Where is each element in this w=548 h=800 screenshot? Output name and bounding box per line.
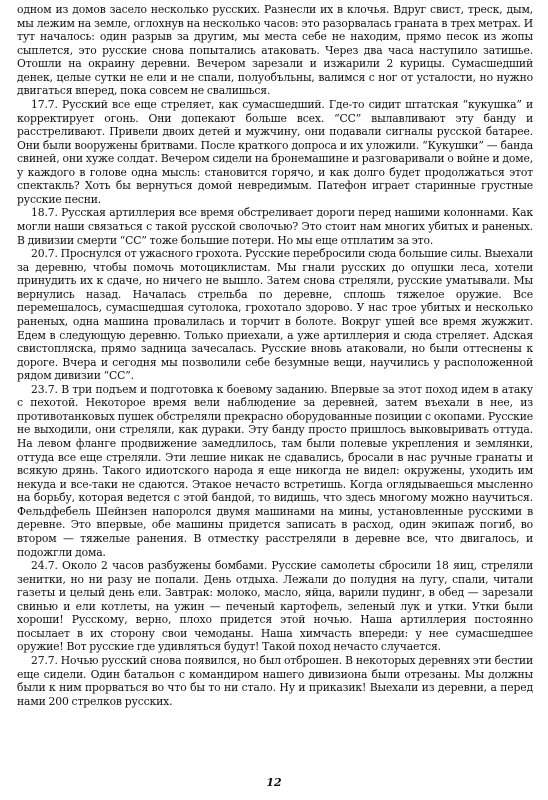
paragraph-18-7: 18.7. Русская артиллерия все время обстреливает дороги перед нашими колоннами. Как могли наши связаться с такой русской сволочью? Это стоит нам многих убитых и раненых. В дивизии смерти “СС” тоже большие потери. Но мы еще отплатим за это. (17, 206, 533, 247)
paragraph-23-7: 23.7. В три подъем и подготовка к боевому заданию. Впервые за этот поход идем в атаку с пехотой. Некоторое время вели наблюдение за деревней, затем въехали в нее, из противотанковых пушек обстреляли прекрасно оборудованные позиции с окопами. Русские не выходили, они стреляли, как дураки. Эту банду просто пришлось выковыривать оттуда. На левом фланге продвижение замедлилось, там были полевые укрепления и землянки, оттуда все еще стреляли. Эти лешие никак не сдавались, бросали в нас ручные гранаты и всякую дрянь. Такого идиотского народа я еще никогда не видел: окружены, уходить им некуда и все-таки не сдаются. Этакое нечасто встретишь. Когда оглядываешься мысленно на борьбу, которая ведется с этой бандой, то видишь, что здесь многому можно научиться. Фельдфебель Шейнзен напоролся двумя машинами на мины, установленные русскими в деревне. Это впервые, обе машины придется записать в расход, один экипаж погиб, во втором — тяжелые ранения. В отместку расстреляли в деревне все, что двигалось, и подожгли дома. (17, 382, 533, 559)
paragraph-20-7: 20.7. Проснулся от ужасного грохота. Русские перебросили сюда большие силы. Выехали за деревню, чтобы помочь мотоциклистам. Мы гнали русских до опушки леса, хотели принудить их к сдаче, но ничего не вышло. Затем снова стреляли, русские уматывали. Мы вернулись назад. Началась стрельба по деревне, сплошь тяжелое оружие. Все перемешалось, сумасшедшая сутолока, грохотало здорово. У нас трое убитых и несколько раненых, одна машина провалилась и торчит в болоте. Вокруг ушей все время жужжит. Едем в следующую деревню. Только приехали, а уже артиллерия и сюда стреляет. Адская свистопляска, прямо задница зачесалась. Русские вновь атаковали, но были оттеснены к дороге. Вчера и сегодня мы позволили себе безумные вещи, научились у расположенной рядом дивизии “СС”. (17, 247, 533, 383)
page-number: 12 (266, 776, 282, 789)
paragraph-24-7: 24.7. Около 2 часов разбужены бомбами. Русские самолеты сбросили 18 яиц, стреляли зенитки, но ни разу не попали. День отдыха. Лежали до полудня на лугу, спали, читали газеты и целый день ели. Завтрак: молоко, масло, яйца, варили пудинг, в обед — зарезали свинью и ели котлеты, на ужин — печеный картофель, зеленый лук и утки. Утки были хороши! Русскому, верно, плохо придется этой ночью. Наша артиллерия постоянно посылает в их сторону свои чемоданы. Наша химчасть впереди: у нее сумасшедшее оружие! Вот русские где удивляться будут! Такой поход нечасто случается. (17, 559, 533, 654)
paragraph-27-7: 27.7. Ночью русский снова появился, но был отброшен. В некоторых деревнях эти бестии еще сидели. Один батальон с командиром нашего дивизиона были отрезаны. Мы должны были к ним прорваться во что бы то ни стало. Ну и приказик! Выехали из деревни, а перед нами 200 стрелков русских. (17, 654, 533, 708)
paragraph-continuation: одном из домов засело несколько русских. Разнесли их в клочья. Вдруг свист, треск, дым, мы лежим на земле, оглохнув на несколько часов: это разорвалась граната в трех метрах. И тут началось: один разрыв за другим, мы места себе не находим, прямо песок из жопы сыплется, это русские снова попытались атаковать. Через два часа наступило затишье. Отошли на окраину деревни. Вечером зарезали и изжарили 2 курицы. Сумасшедший денек, целые сутки не ели и не спали, полуобъльны, валимся с ног от усталости, но нужно двигаться вперед, пока совсем не свалишься. (17, 3, 533, 98)
paragraph-17-7: 17.7. Русский все еще стреляет, как сумасшедший. Где-то сидит штатская “кукушка” и корректирует огонь. Они допекают больше всех. “СС” вылавливают эту банду и расстреливают. Привели двоих детей и мужчину, они подавали сигналы русской батарее. Они были вооружены бритвами. После краткого допроса и их уложили. “Кукушки” — банда свиней, они хуже солдат. Вечером сидели на бронемашине и разговаривали о войне и доме, у каждого в голове одна мысль: становится горячо, и как долго будет продолжаться этот спектакль? Хоть бы вернуться домой невредимым. Патефон играет старинные грустные русские песни. (17, 97, 533, 206)
body-text (17, 3, 533, 708)
